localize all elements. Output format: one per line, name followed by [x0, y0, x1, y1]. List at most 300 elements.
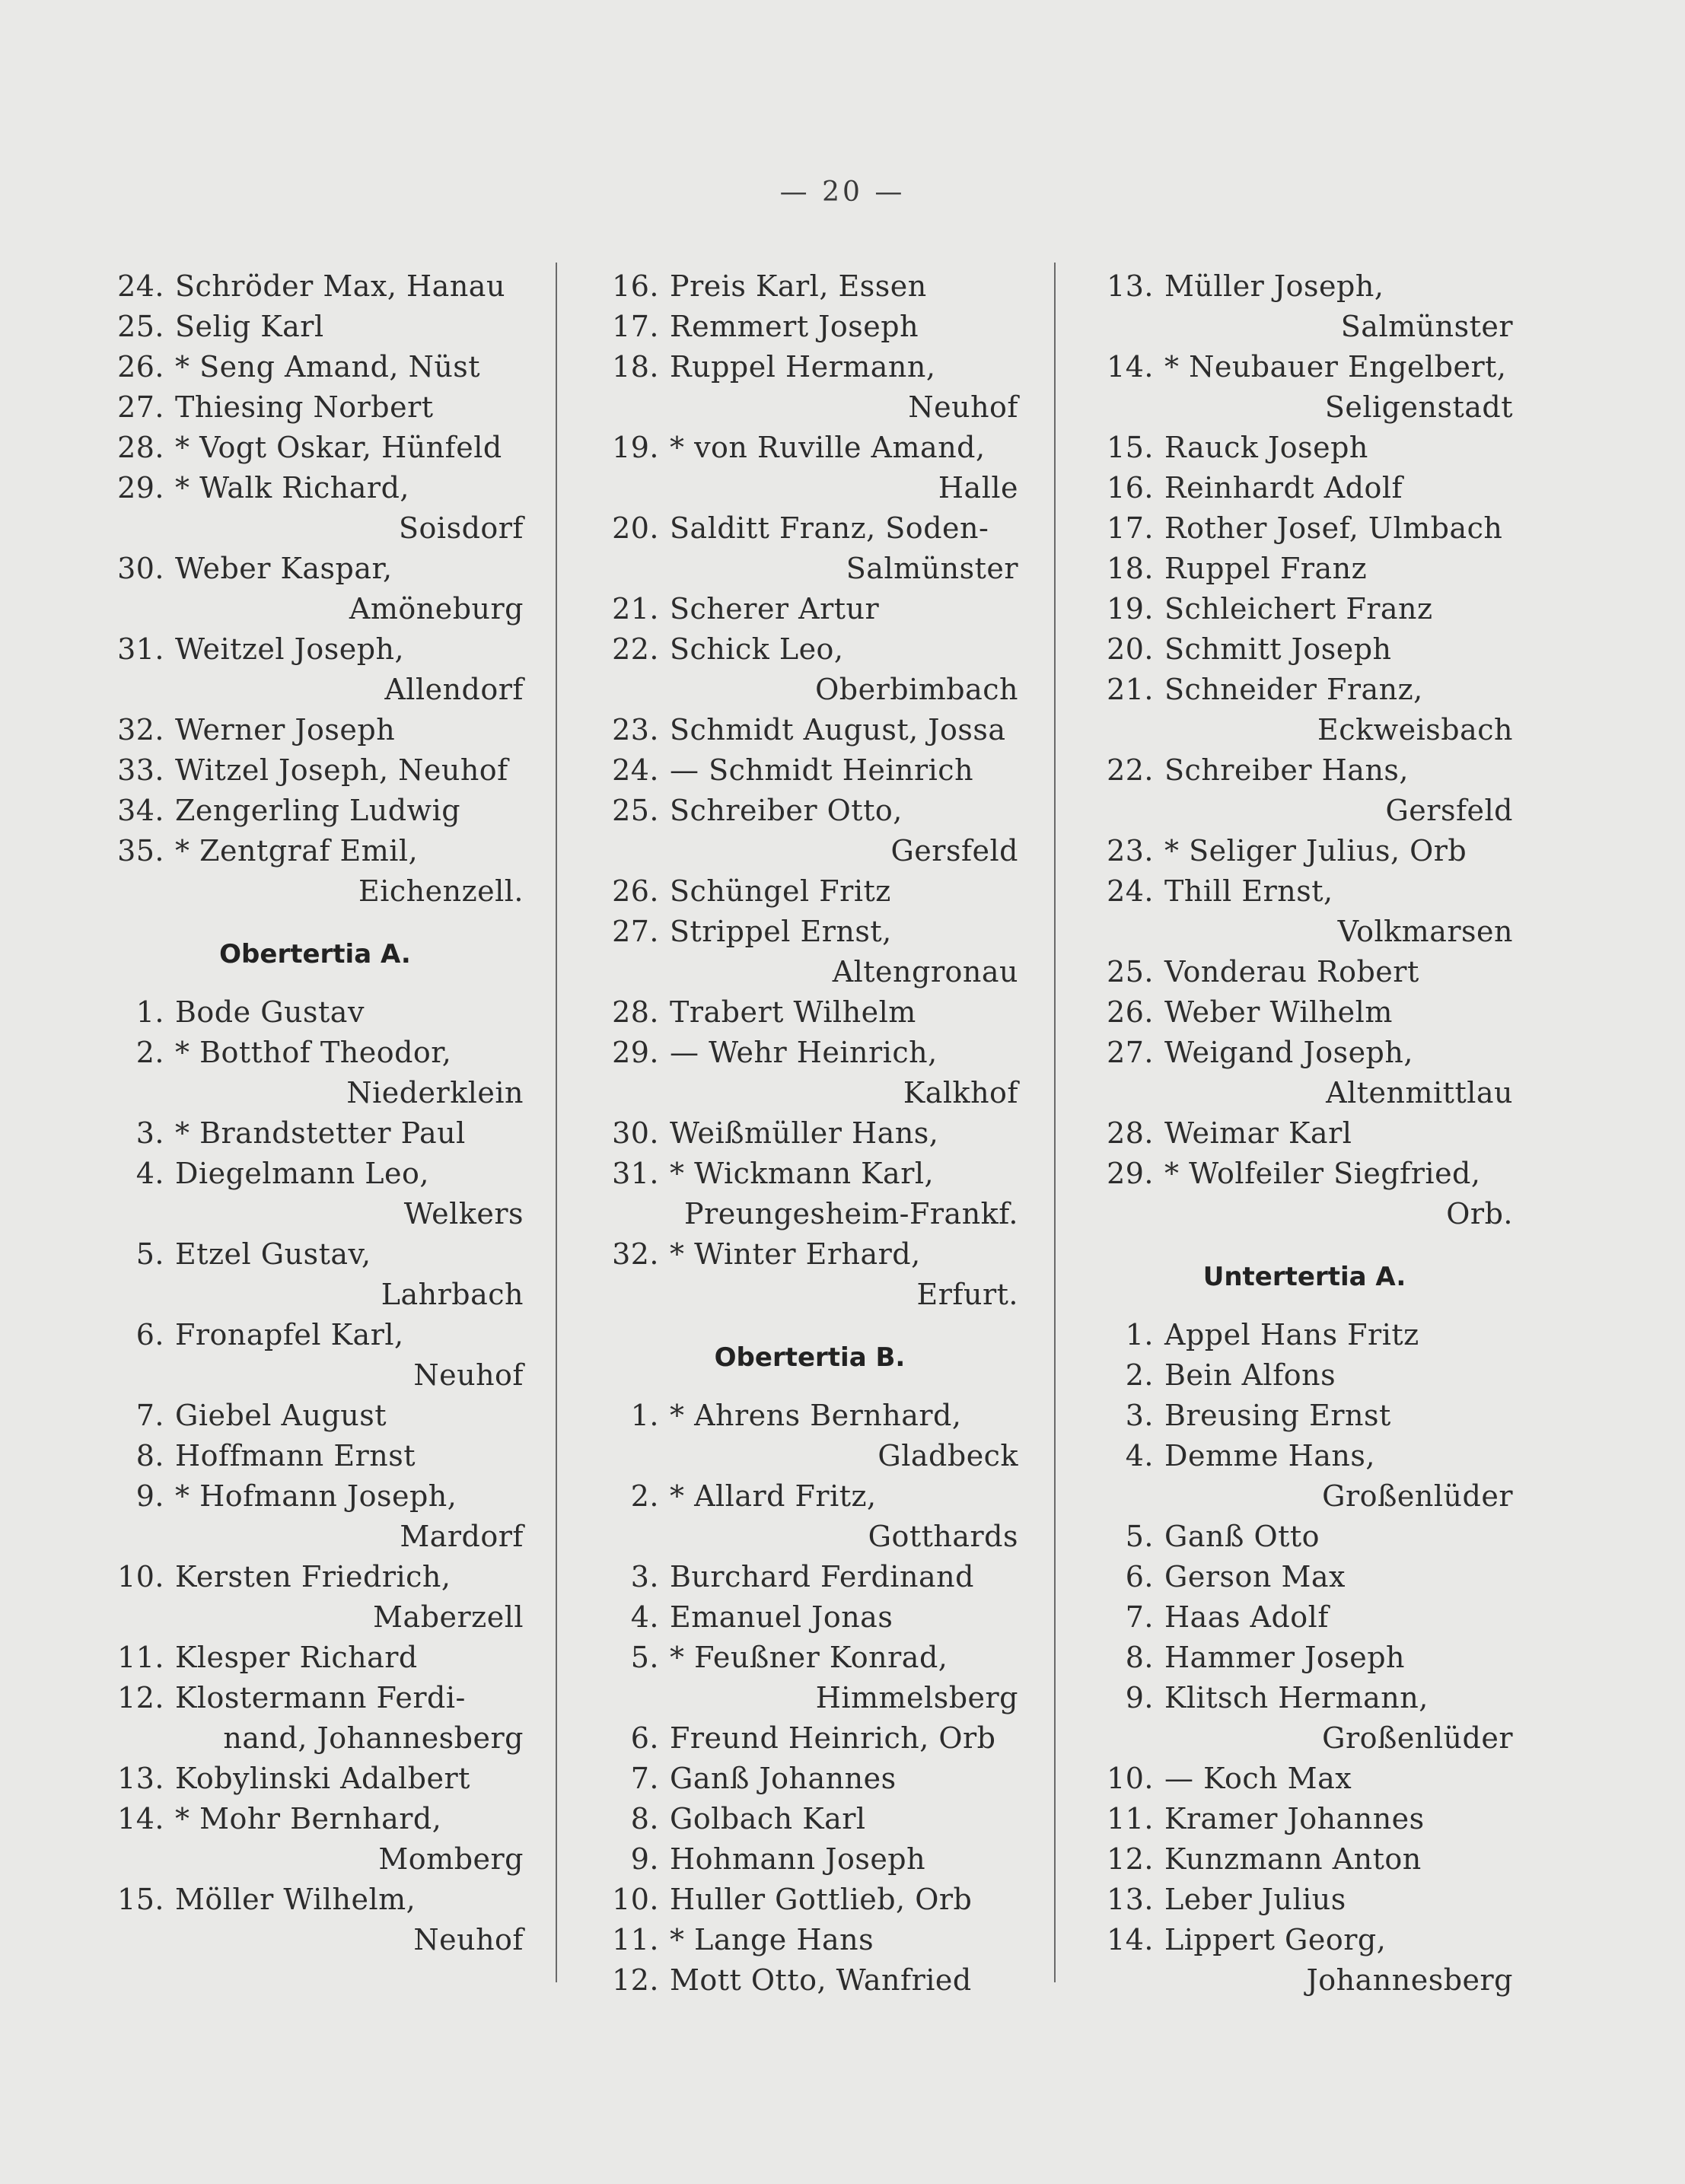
entry-number: 6. [630, 1721, 659, 1755]
entry-number: 13. [117, 1762, 164, 1795]
list-item [601, 750, 1018, 791]
column-2 [601, 266, 1018, 2001]
list-item [1096, 1355, 1513, 1396]
entry-name: Reinhardt Adolf [1164, 471, 1403, 505]
entry-number: 8. [630, 1802, 659, 1835]
list-item [1096, 1638, 1513, 1678]
entry-name: Weimar Karl [1164, 1116, 1352, 1150]
entry-name: Leber Julius [1164, 1883, 1346, 1916]
list-item [1096, 1396, 1513, 1436]
list-item [107, 347, 524, 387]
entry-name: Weber Kaspar, [175, 552, 393, 585]
entry-number: 12. [612, 1963, 659, 1997]
entry-number: 5. [630, 1641, 659, 1674]
column-1 [107, 266, 524, 1960]
entry-number: 8. [1125, 1641, 1154, 1674]
entry-number: 10. [612, 1883, 659, 1916]
list-item [1096, 1154, 1513, 1194]
entry-number: 9. [135, 1479, 164, 1513]
entry-continuation: Salmünster [846, 552, 1018, 585]
list-item [107, 1436, 524, 1476]
entry-continuation: Altengronau [832, 955, 1018, 989]
entry-number: 29. [612, 1036, 659, 1069]
entry-continuation: Preungesheim-Frankf. [684, 1197, 1018, 1230]
entry-name: — Koch Max [1164, 1762, 1352, 1795]
entry-name: * Botthof Theodor, [175, 1036, 452, 1069]
entry-name: * Hofmann Joseph, [175, 1479, 457, 1513]
list-item [601, 1638, 1018, 1678]
list-item [107, 1557, 524, 1597]
list-item [107, 387, 524, 428]
entry-number: 1. [630, 1399, 659, 1432]
entry-name: Golbach Karl [670, 1802, 866, 1835]
entry-number: 15. [117, 1883, 164, 1916]
entry-number: 26. [612, 874, 659, 908]
entry-number: 5. [1125, 1520, 1154, 1553]
entry-name: * Seng Amand, Nüst [175, 350, 481, 384]
entry-number: 2. [630, 1479, 659, 1513]
entry-name: Bein Alfons [1164, 1358, 1336, 1392]
entry-number: 3. [630, 1560, 659, 1593]
list-item [601, 791, 1018, 831]
entry-continuation: Amöneburg [349, 592, 524, 626]
list-item [1096, 266, 1513, 307]
entry-name: Bode Gustav [175, 995, 365, 1029]
entry-number: 16. [1107, 471, 1154, 505]
list-item [107, 1154, 524, 1194]
list-item [107, 1476, 524, 1517]
entry-number: 29. [1107, 1157, 1154, 1190]
list-item [601, 710, 1018, 750]
list-item [107, 1033, 524, 1073]
list-item [1096, 1517, 1513, 1557]
entry-number: 7. [135, 1399, 164, 1432]
list-item [107, 266, 524, 307]
entry-name: Gerson Max [1164, 1560, 1346, 1593]
entry-continuation: Eckweisbach [1317, 713, 1513, 747]
entry-name: Hohmann Joseph [670, 1842, 926, 1876]
entry-name: Appel Hans Fritz [1164, 1318, 1419, 1351]
entry-number: 10. [117, 1560, 164, 1593]
entry-number: 18. [1107, 552, 1154, 585]
entry-name: Kersten Friedrich, [175, 1560, 451, 1593]
list-item [601, 307, 1018, 347]
list-item [601, 1960, 1018, 2001]
entry-name: Freund Heinrich, Orb [670, 1721, 996, 1755]
entry-name: Witzel Joseph, Neuhof [175, 753, 508, 787]
entry-continuation: Großenlüder [1322, 1479, 1513, 1513]
entry-name: Schreiber Otto, [670, 794, 903, 827]
entry-number: 4. [135, 1157, 164, 1190]
entry-name: Scherer Artur [670, 592, 880, 626]
entry-name: Salditt Franz, Soden- [670, 511, 989, 545]
entry-number: 28. [1107, 1116, 1154, 1150]
entry-name: Rauck Joseph [1164, 431, 1368, 464]
entry-name: * Feußner Konrad, [670, 1641, 948, 1674]
entry-name: Thiesing Norbert [175, 390, 434, 424]
entry-number: 31. [117, 632, 164, 666]
entry-continuation: Gersfeld [1385, 794, 1513, 827]
list-item [601, 347, 1018, 387]
entry-number: 13. [1107, 1883, 1154, 1916]
entry-name: * Wickmann Karl, [670, 1157, 935, 1190]
entry-name: * Ahrens Bernhard, [670, 1399, 962, 1432]
list-item [601, 912, 1018, 952]
entry-number: 20. [612, 511, 659, 545]
entry-name: — Wehr Heinrich, [670, 1036, 938, 1069]
list-item [1096, 1113, 1513, 1154]
page-number: — 20 — [779, 177, 906, 208]
entry-continuation: Maberzell [373, 1600, 524, 1634]
entry-name: * Allard Fritz, [670, 1479, 877, 1513]
entry-continuation: Gladbeck [878, 1439, 1018, 1472]
entry-continuation: Gersfeld [890, 834, 1018, 868]
list-item [1096, 831, 1513, 871]
entry-number: 2. [1125, 1358, 1154, 1392]
entry-name: * Winter Erhard, [670, 1237, 921, 1271]
list-item [1096, 428, 1513, 468]
entry-number: 35. [117, 834, 164, 868]
entry-number: 8. [135, 1439, 164, 1472]
entry-name: Hoffmann Ernst [175, 1439, 416, 1472]
list-item [1096, 1759, 1513, 1799]
list-item [1096, 468, 1513, 508]
entry-number: 9. [630, 1842, 659, 1876]
entry-name: Weber Wilhelm [1164, 995, 1393, 1029]
list-item [601, 992, 1018, 1033]
list-item [1096, 347, 1513, 387]
entry-name: Breusing Ernst [1164, 1399, 1391, 1432]
entry-name: Schröder Max, Hanau [175, 269, 505, 303]
entry-continuation: Neuhof [413, 1358, 524, 1392]
entry-name: Thill Ernst, [1164, 874, 1333, 908]
entry-number: 19. [1107, 592, 1154, 626]
list-item [107, 1315, 524, 1355]
entry-continuation: Welkers [403, 1197, 524, 1230]
entry-number: 27. [1107, 1036, 1154, 1069]
entry-number: 32. [612, 1237, 659, 1271]
list-item [601, 1234, 1018, 1275]
entry-continuation: Seligenstadt [1324, 390, 1513, 424]
list-item [601, 1799, 1018, 1839]
entry-number: 14. [117, 1802, 164, 1835]
entry-number: 2. [135, 1036, 164, 1069]
list-item [1096, 1557, 1513, 1597]
entry-number: 7. [1125, 1600, 1154, 1634]
entry-name: Hammer Joseph [1164, 1641, 1405, 1674]
entry-number: 29. [117, 471, 164, 505]
entry-number: 3. [1125, 1399, 1154, 1432]
list-item [1096, 508, 1513, 549]
entry-number: 28. [117, 431, 164, 464]
entry-continuation: Kalkhof [903, 1076, 1018, 1110]
entry-continuation: Großenlüder [1322, 1721, 1513, 1755]
list-item [601, 589, 1018, 629]
list-item [107, 831, 524, 871]
entry-name: Schneider Franz, [1164, 673, 1423, 706]
entry-continuation: Neuhof [413, 1923, 524, 1956]
entry-name: Kobylinski Adalbert [175, 1762, 470, 1795]
entry-number: 34. [117, 794, 164, 827]
entry-name: Weigand Joseph, [1164, 1036, 1413, 1069]
entry-continuation: Eichenzell. [358, 874, 524, 908]
list-item [107, 1880, 524, 1920]
entry-continuation: Orb. [1446, 1197, 1513, 1230]
entry-continuation: Gotthards [868, 1520, 1018, 1553]
entry-number: 15. [1107, 431, 1154, 464]
entry-number: 13. [1107, 269, 1154, 303]
entry-continuation: Niederklein [346, 1076, 524, 1110]
entry-name: Haas Adolf [1164, 1600, 1329, 1634]
entry-number: 17. [1107, 511, 1154, 545]
entry-continuation: Salmünster [1340, 310, 1513, 343]
entry-name: Schleichert Franz [1164, 592, 1433, 626]
list-item [107, 992, 524, 1033]
list-item [601, 629, 1018, 670]
entry-name: Etzel Gustav, [175, 1237, 371, 1271]
list-item [601, 1597, 1018, 1638]
entry-number: 23. [612, 713, 659, 747]
list-item [107, 1799, 524, 1839]
entry-number: 32. [117, 713, 164, 747]
list-item [601, 871, 1018, 912]
entry-name: Klitsch Hermann, [1164, 1681, 1429, 1714]
list-item [107, 1638, 524, 1678]
section-heading: Untertertia A. [1202, 1262, 1406, 1292]
entry-number: 7. [630, 1762, 659, 1795]
list-item [107, 710, 524, 750]
list-item [1096, 1436, 1513, 1476]
entry-number: 4. [1125, 1439, 1154, 1472]
entry-number: 14. [1107, 1923, 1154, 1956]
entry-number: 24. [117, 269, 164, 303]
entry-name: Remmert Joseph [670, 310, 919, 343]
list-item [1096, 629, 1513, 670]
list-item [1096, 750, 1513, 791]
entry-number: 20. [1107, 632, 1154, 666]
entry-continuation: Lahrbach [381, 1278, 524, 1311]
column-3 [1096, 266, 1513, 2001]
entry-number: 12. [117, 1681, 164, 1714]
entry-number: 14. [1107, 350, 1154, 384]
entry-name: Werner Joseph [175, 713, 396, 747]
entry-name: * Lange Hans [670, 1923, 874, 1956]
entry-continuation: Himmelsberg [815, 1681, 1018, 1714]
list-item [601, 1920, 1018, 1960]
entry-number: 25. [1107, 955, 1154, 989]
list-item [107, 549, 524, 589]
list-item [1096, 549, 1513, 589]
entry-name: Kramer Johannes [1164, 1802, 1425, 1835]
list-item [107, 1678, 524, 1718]
entry-number: 27. [612, 915, 659, 948]
list-item [601, 1154, 1018, 1194]
entry-name: Trabert Wilhelm [670, 995, 916, 1029]
list-item [107, 428, 524, 468]
entry-number: 26. [117, 350, 164, 384]
list-item [601, 1476, 1018, 1517]
entry-name: Demme Hans, [1164, 1439, 1375, 1472]
entry-number: 11. [1107, 1802, 1154, 1835]
column-divider-2 [1054, 263, 1056, 1982]
entry-name: Lippert Georg, [1164, 1923, 1387, 1956]
list-item [1096, 589, 1513, 629]
section-heading: Obertertia A. [219, 939, 411, 969]
entry-number: 26. [1107, 995, 1154, 1029]
list-item [1096, 1033, 1513, 1073]
list-item [1096, 1880, 1513, 1920]
entry-name: Klesper Richard [175, 1641, 418, 1674]
list-item [601, 1113, 1018, 1154]
entry-number: 1. [1125, 1318, 1154, 1351]
entry-number: 4. [630, 1600, 659, 1634]
entry-name: Schmidt August, Jossa [670, 713, 1006, 747]
entry-number: 30. [117, 552, 164, 585]
entry-name: Emanuel Jonas [670, 1600, 893, 1634]
list-item [601, 508, 1018, 549]
entry-name: Burchard Ferdinand [670, 1560, 974, 1593]
entry-number: 21. [1107, 673, 1154, 706]
entry-continuation: Allendorf [384, 673, 524, 706]
entry-name: Weitzel Joseph, [175, 632, 405, 666]
entry-number: 9. [1125, 1681, 1154, 1714]
list-item [601, 1839, 1018, 1880]
entry-number: 5. [135, 1237, 164, 1271]
entry-name: Schreiber Hans, [1164, 753, 1409, 787]
entry-name: Huller Gottlieb, Orb [670, 1883, 973, 1916]
entry-continuation: Altenmittlau [1326, 1076, 1513, 1110]
entry-continuation: nand, Johannesberg [223, 1721, 524, 1755]
entry-number: 24. [1107, 874, 1154, 908]
entry-name: — Schmidt Heinrich [670, 753, 974, 787]
entry-continuation: Mardorf [400, 1520, 524, 1553]
entry-name: Rother Josef, Ulmbach [1164, 511, 1503, 545]
list-item [107, 791, 524, 831]
entry-name: Giebel August [175, 1399, 387, 1432]
entry-name: Ruppel Franz [1164, 552, 1368, 585]
entry-name: * Walk Richard, [175, 471, 409, 505]
entry-name: * Wolfeiler Siegfried, [1164, 1157, 1481, 1190]
entry-continuation: Oberbimbach [815, 673, 1018, 706]
section-heading: Obertertia B. [714, 1342, 906, 1373]
entry-number: 23. [1107, 834, 1154, 868]
entry-name: Weißmüller Hans, [670, 1116, 939, 1150]
column-divider-1 [556, 263, 557, 1982]
list-item [1096, 1678, 1513, 1718]
entry-number: 17. [612, 310, 659, 343]
entry-name: Ganß Johannes [670, 1762, 897, 1795]
list-item [107, 750, 524, 791]
entry-number: 6. [135, 1318, 164, 1351]
list-item [1096, 871, 1513, 912]
entry-number: 22. [1107, 753, 1154, 787]
entry-name: Müller Joseph, [1164, 269, 1384, 303]
list-item [601, 1396, 1018, 1436]
entry-continuation: Erfurt. [916, 1278, 1018, 1311]
entry-number: 16. [612, 269, 659, 303]
entry-name: Selig Karl [175, 310, 324, 343]
entry-name: Diegelmann Leo, [175, 1157, 429, 1190]
entry-number: 10. [1107, 1762, 1154, 1795]
entry-continuation: Volkmarsen [1337, 915, 1513, 948]
list-item [107, 1396, 524, 1436]
list-item [107, 1113, 524, 1154]
entry-continuation: Halle [938, 471, 1018, 505]
entry-number: 11. [612, 1923, 659, 1956]
entry-number: 3. [135, 1116, 164, 1150]
entry-name: * von Ruville Amand, [670, 431, 986, 464]
entry-name: * Vogt Oskar, Hünfeld [175, 431, 502, 464]
entry-continuation: Soisdorf [399, 511, 524, 545]
list-item [107, 1759, 524, 1799]
entry-number: 30. [612, 1116, 659, 1150]
list-item [601, 266, 1018, 307]
list-item [107, 1234, 524, 1275]
entry-name: Kunzmann Anton [1164, 1842, 1422, 1876]
list-item [1096, 1597, 1513, 1638]
entry-name: * Brandstetter Paul [175, 1116, 466, 1150]
list-item [601, 1033, 1018, 1073]
entry-number: 12. [1107, 1842, 1154, 1876]
list-item [601, 1718, 1018, 1759]
entry-number: 24. [612, 753, 659, 787]
entry-number: 11. [117, 1641, 164, 1674]
entry-number: 27. [117, 390, 164, 424]
list-item [107, 629, 524, 670]
list-item [601, 1880, 1018, 1920]
list-item [107, 307, 524, 347]
entry-name: Schick Leo, [670, 632, 844, 666]
list-item [1096, 1315, 1513, 1355]
entry-name: Ganß Otto [1164, 1520, 1320, 1553]
entry-name: Ruppel Hermann, [670, 350, 936, 384]
entry-number: 28. [612, 995, 659, 1029]
list-item [1096, 1799, 1513, 1839]
entry-name: Schüngel Fritz [670, 874, 891, 908]
entry-name: Klostermann Ferdi- [175, 1681, 466, 1714]
entry-number: 1. [135, 995, 164, 1029]
list-item [1096, 1839, 1513, 1880]
entry-name: Strippel Ernst, [670, 915, 892, 948]
entry-name: Schmitt Joseph [1164, 632, 1392, 666]
list-item [601, 428, 1018, 468]
entry-continuation: Neuhof [908, 390, 1018, 424]
entry-name: * Mohr Bernhard, [175, 1802, 442, 1835]
entry-name: Vonderau Robert [1164, 955, 1419, 989]
list-item [1096, 670, 1513, 710]
list-item [1096, 952, 1513, 992]
entry-name: Zengerling Ludwig [175, 794, 461, 827]
entry-name: * Zentgraf Emil, [175, 834, 419, 868]
entry-number: 19. [612, 431, 659, 464]
entry-name: Mott Otto, Wanfried [670, 1963, 972, 1997]
entry-number: 25. [612, 794, 659, 827]
list-item [1096, 1920, 1513, 1960]
entry-name: Fronapfel Karl, [175, 1318, 404, 1351]
list-item [107, 468, 524, 508]
entry-number: 21. [612, 592, 659, 626]
list-item [601, 1759, 1018, 1799]
entry-name: * Seliger Julius, Orb [1164, 834, 1467, 868]
entry-continuation: Johannesberg [1306, 1963, 1513, 1997]
entry-name: Preis Karl, Essen [670, 269, 927, 303]
entry-number: 6. [1125, 1560, 1154, 1593]
entry-number: 22. [612, 632, 659, 666]
list-item [1096, 992, 1513, 1033]
entry-number: 31. [612, 1157, 659, 1190]
entry-continuation: Momberg [378, 1842, 524, 1876]
entry-number: 25. [117, 310, 164, 343]
